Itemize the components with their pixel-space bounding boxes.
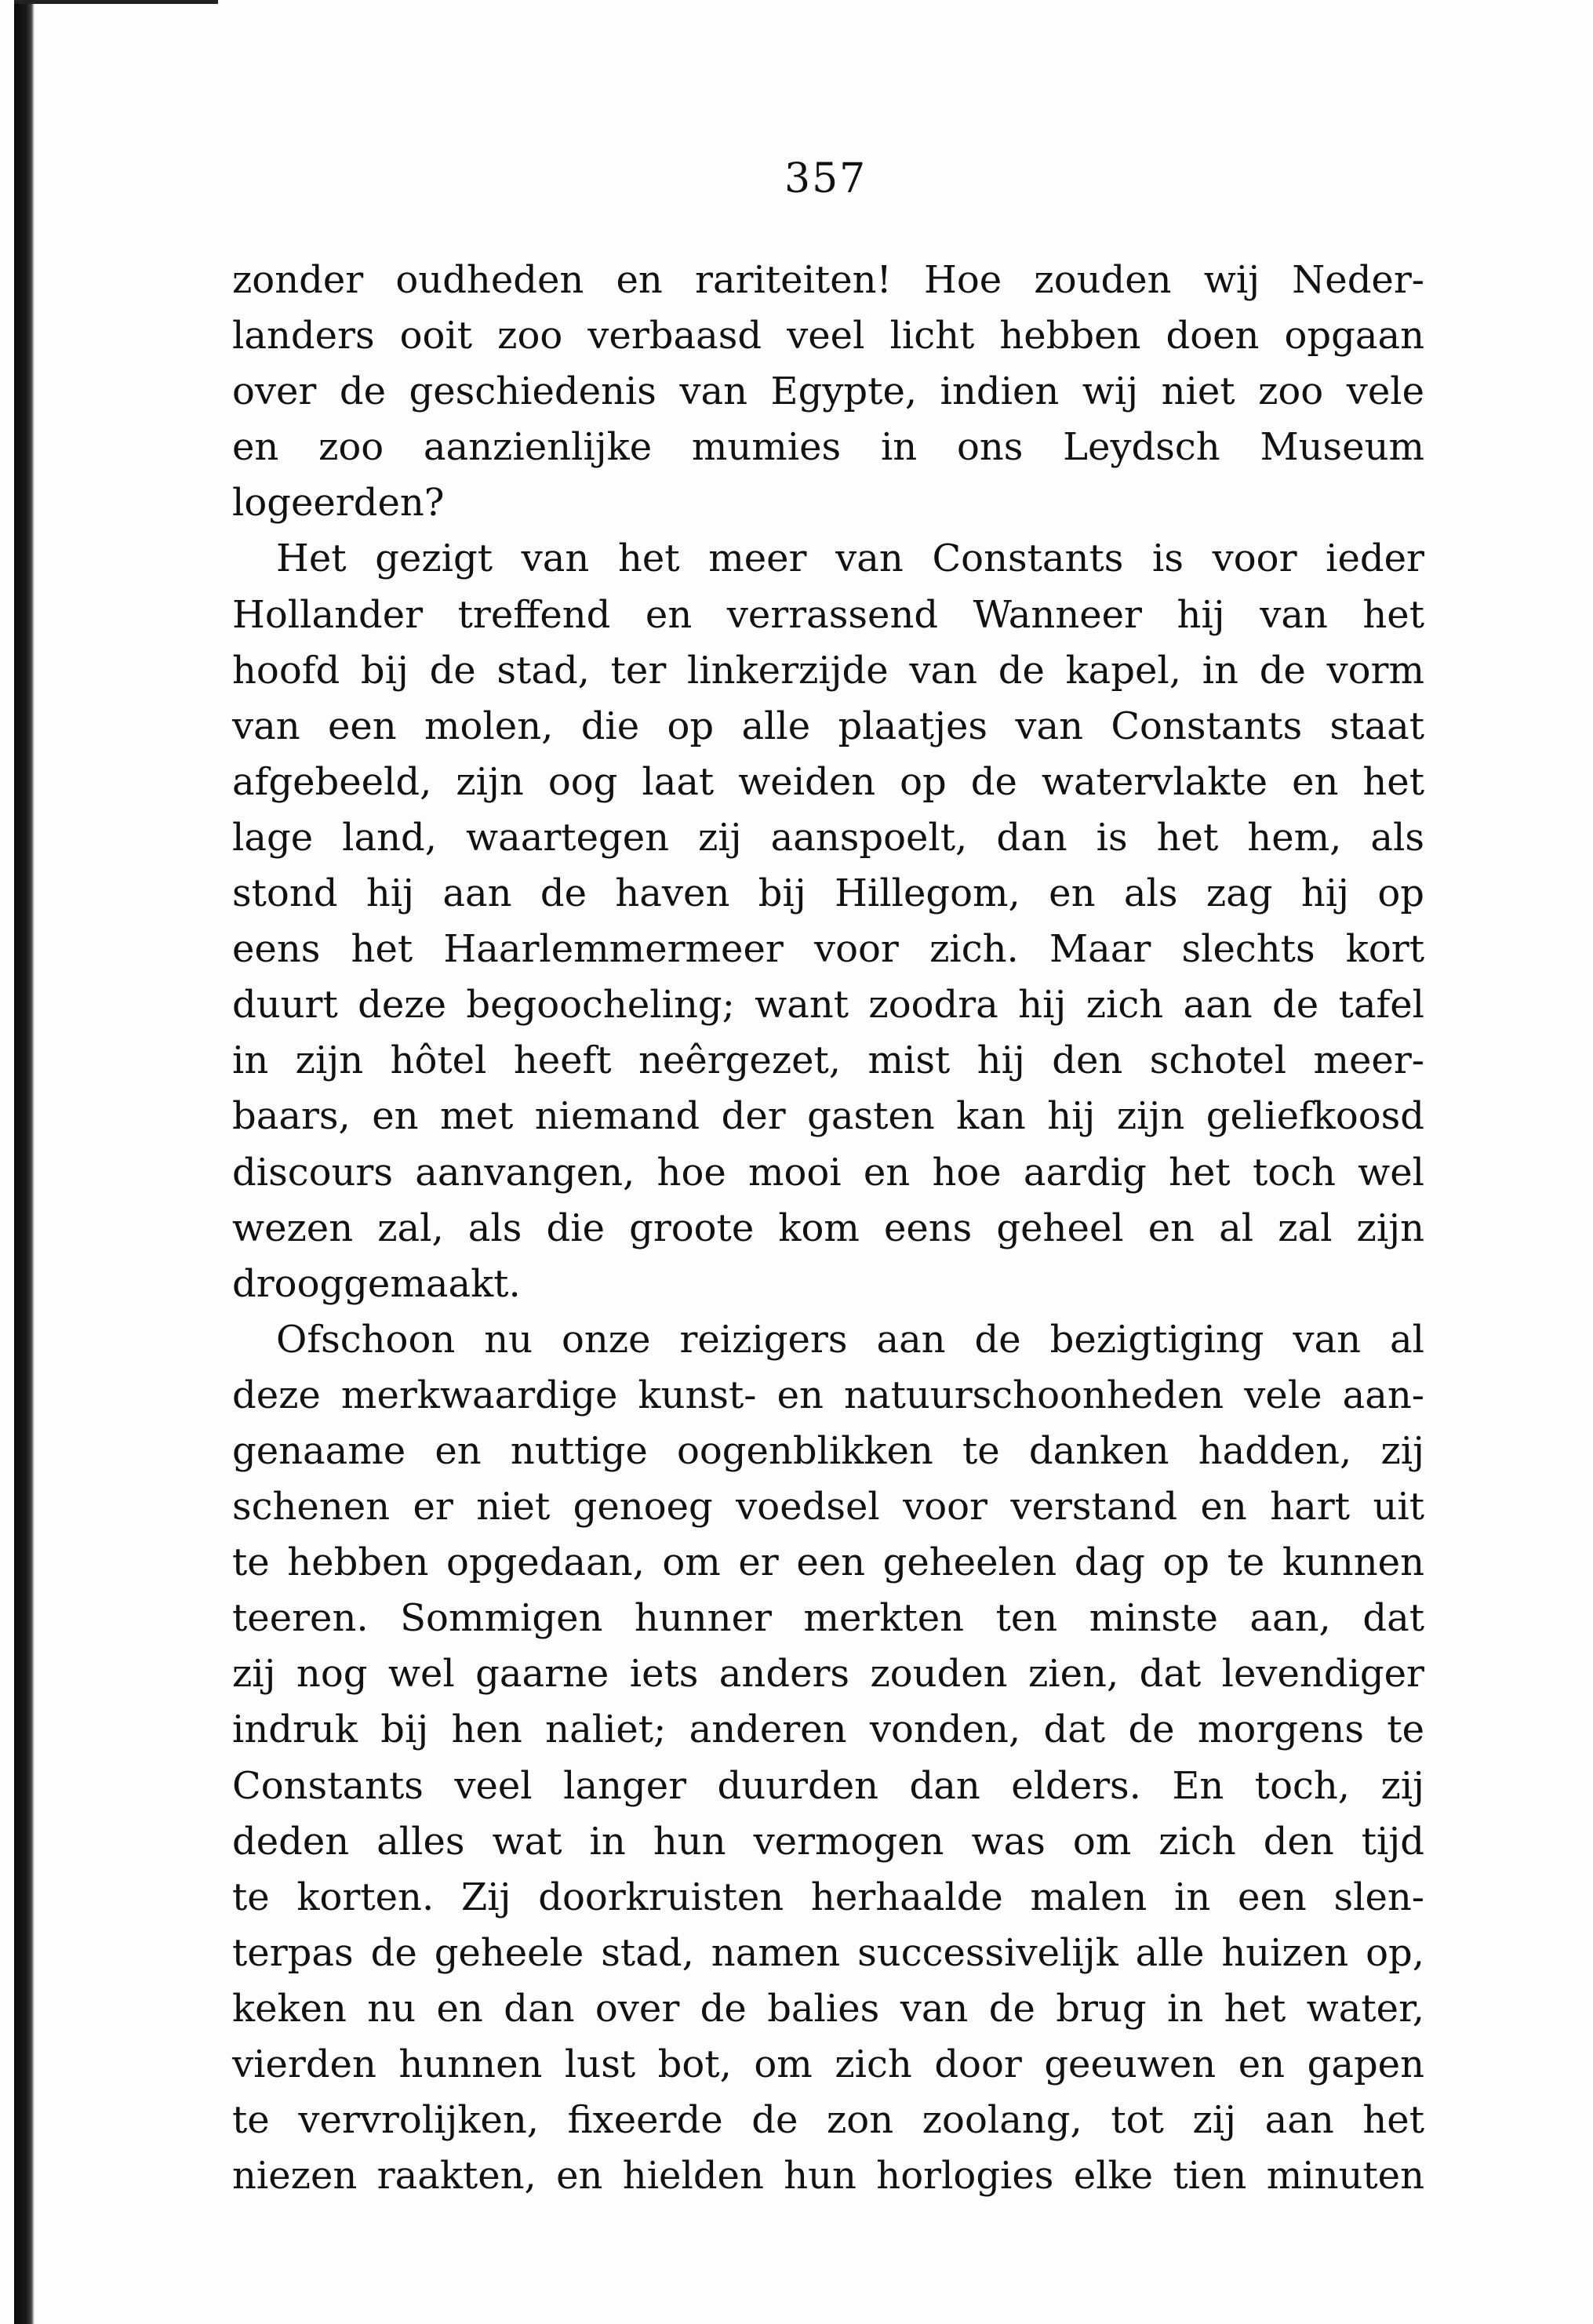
text-line: te vervrolijken, fixeerde de zon zoolang, tot zij aan het — [232, 2098, 1424, 2143]
text-line: schenen er niet genoeg voedsel voor verstand en hart uit — [232, 1485, 1424, 1529]
text-line: niezen raakten, en hielden hun horlogies elke tien minuten — [232, 2154, 1424, 2199]
text-line: en zoo aanzienlijke mumies in ons Leydsch Museum — [232, 425, 1424, 470]
text-line: vierden hunnen lust bot, om zich door geeuwen en gapen — [232, 2042, 1424, 2086]
text-line: deze merkwaardige kunst- en natuurschoonheden vele aan- — [232, 1373, 1424, 1417]
text-line: duurt deze begoocheling; want zoodra hij zich aan de tafel — [232, 983, 1424, 1027]
text-line: eens het Haarlemmermeer voor zich. Maar slechts kort — [232, 927, 1424, 972]
text-line: drooggemaakt. — [232, 1261, 521, 1306]
page-number: 357 — [784, 155, 867, 202]
binding-shadow — [14, 0, 35, 2324]
text-line: terpas de geheele stad, namen successivelijk alle huizen op, — [232, 1930, 1424, 1975]
text-line: landers ooit zoo verbaasd veel licht hebben doen opgaan — [232, 314, 1424, 358]
text-line: discours aanvangen, hoe mooi en hoe aardig het toch wel — [232, 1150, 1424, 1195]
text-line: genaame en nuttige oogenblikken te danken hadden, zij — [232, 1428, 1424, 1473]
text-line: lage land, waartegen zij aanspoelt, dan is het hem, als — [232, 815, 1424, 860]
text-line: in zijn hôtel heeft neêrgezet, mist hij den schotel meer- — [232, 1038, 1424, 1083]
text-line: te korten. Zij doorkruisten herhaalde malen in een slen- — [232, 1875, 1424, 1919]
text-line: Het gezigt van het meer van Constants is voor ieder — [276, 536, 1424, 581]
text-line: zonder oudheden en rariteiten! Hoe zouden wij Neder- — [232, 258, 1424, 302]
body-text — [232, 253, 1424, 2204]
text-line: van een molen, die op alle plaatjes van Constants staat — [232, 704, 1424, 748]
text-line: wezen zal, als die groote kom eens geheel en al zal zijn — [232, 1206, 1424, 1250]
text-line: afgebeeld, zijn oog laat weiden op de watervlakte en het — [232, 759, 1424, 804]
text-line: keken nu en dan over de balies van de brug in het water, — [232, 1986, 1424, 2031]
text-line: te hebben opgedaan, om er een geheelen dag op te kunnen — [232, 1540, 1424, 1585]
top-edge-mark — [14, 0, 218, 4]
text-line: deden alles wat in hun vermogen was om zich den tijd — [232, 1819, 1424, 1864]
text-line: logeerden? — [232, 481, 445, 526]
text-line: hoofd bij de stad, ter linkerzijde van de kapel, in de vorm — [232, 648, 1424, 693]
text-line: Ofschoon nu onze reizigers aan de bezigtiging van al — [276, 1317, 1424, 1362]
text-line: teeren. Sommigen hunner merkten ten minste aan, dat — [232, 1596, 1424, 1641]
text-line: Constants veel langer duurden dan elders. En toch, zij — [232, 1763, 1424, 1808]
text-line: indruk bij hen naliet; anderen vonden, dat de morgens te — [232, 1708, 1424, 1752]
text-line: baars, en met niemand der gasten kan hij zijn geliefkoosd — [232, 1094, 1424, 1139]
text-line: zij nog wel gaarne iets anders zouden zien, dat levendiger — [232, 1652, 1424, 1697]
text-line: Hollander treffend en verrassend Wanneer hij van het — [232, 592, 1424, 637]
text-line: over de geschiedenis van Egypte, indien wij niet zoo vele — [232, 369, 1424, 414]
text-line: stond hij aan de haven bij Hillegom, en als zag hij op — [232, 871, 1424, 916]
